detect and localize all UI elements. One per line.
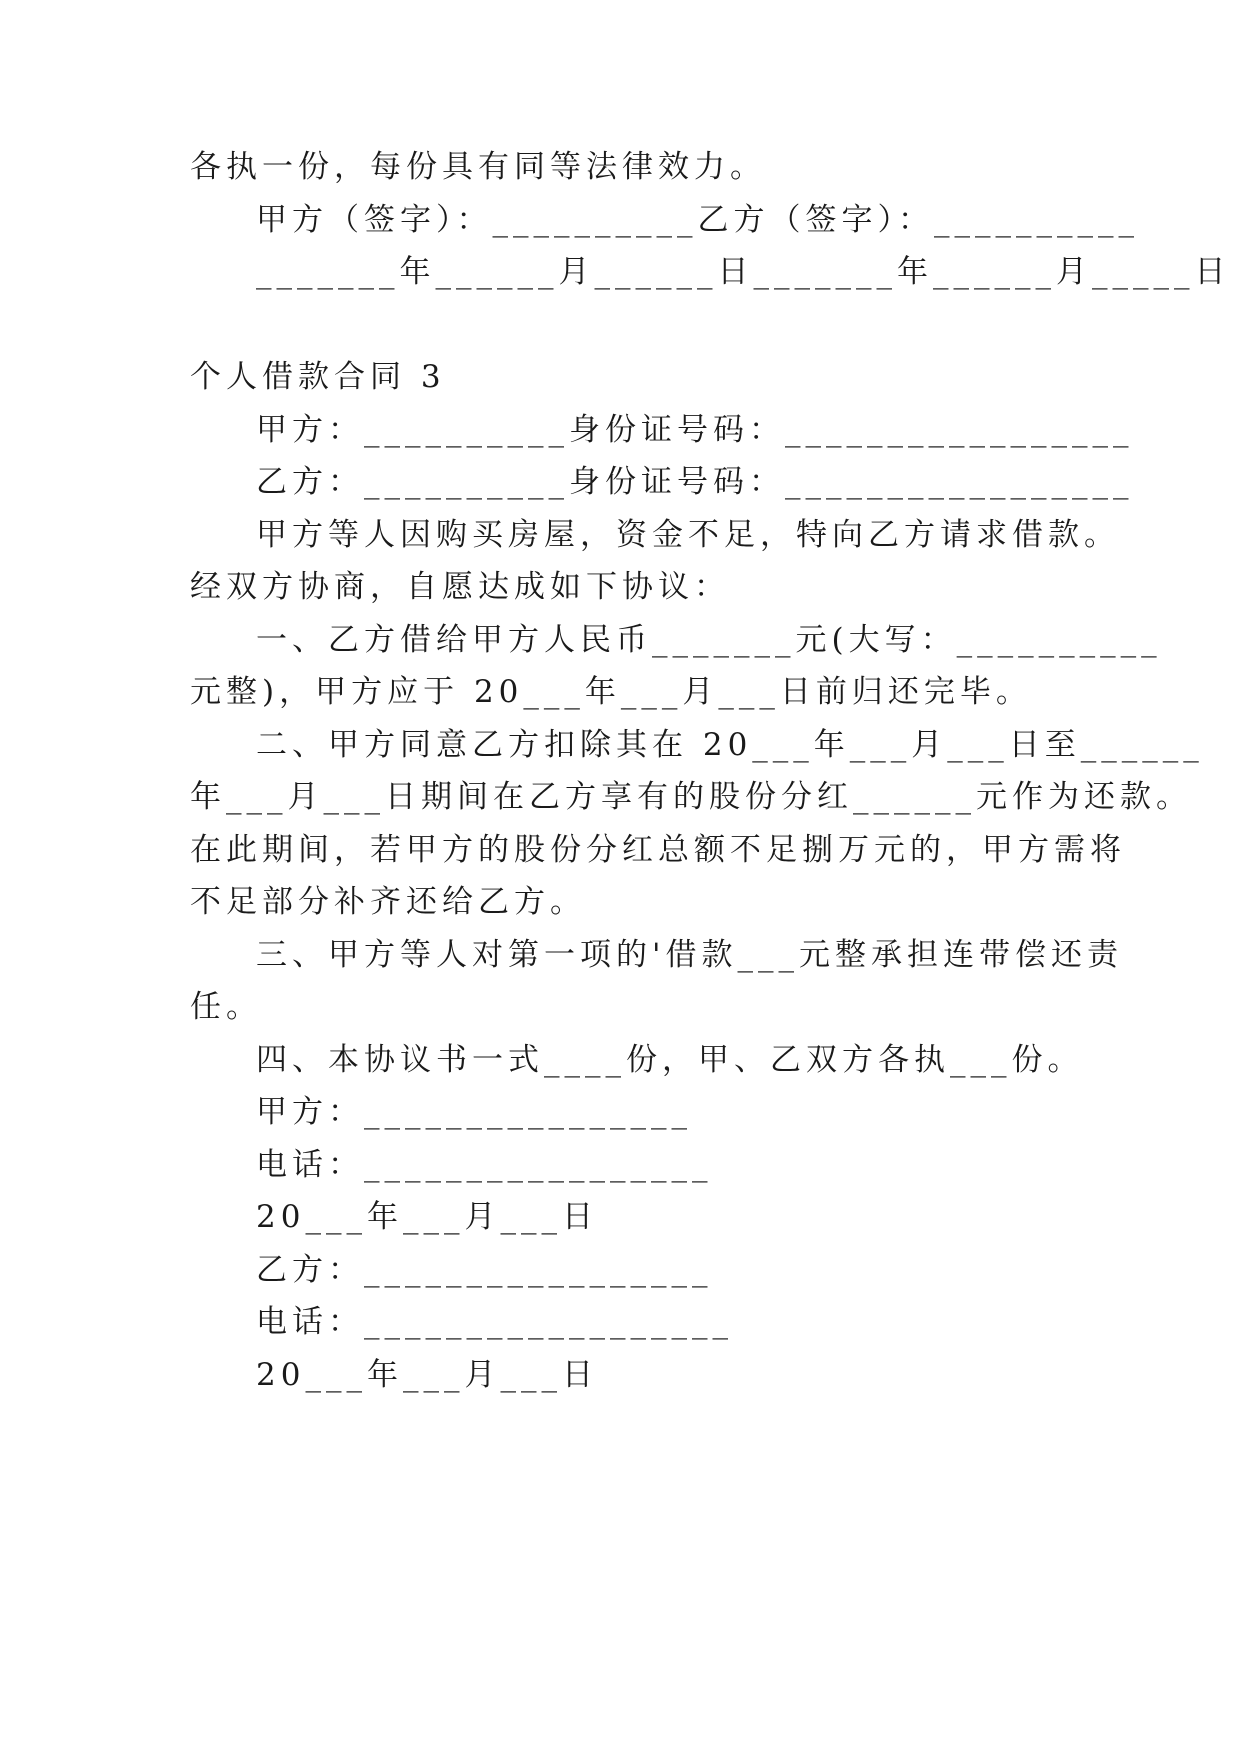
clause-3-line-2: 任。 xyxy=(190,989,262,1025)
preamble-line-2: 经双方协商，自愿达成如下协议： xyxy=(190,569,730,605)
clause-4-line: 四、本协议书一式____份，甲、乙双方各执___份。 xyxy=(256,1042,1084,1078)
party-a-line: 甲方：__________身份证号码：_________________ xyxy=(256,412,1134,448)
clause-2-line-1: 二、甲方同意乙方扣除其在 20___年___月___日至______ xyxy=(256,727,1204,763)
text-line-continuation: 各执一份，每份具有同等法律效力。 xyxy=(190,149,766,185)
clause-3-line-1: 三、甲方等人对第一项的'借款___元整承担连带偿还责 xyxy=(256,937,1124,973)
contract-title: 个人借款合同 3 xyxy=(190,359,446,395)
party-b-signature: 乙方：_________________ xyxy=(256,1252,713,1288)
party-b-phone: 电话：__________________ xyxy=(256,1304,733,1340)
clause-1-line-1: 一、乙方借给甲方人民币_______元(大写：__________ xyxy=(256,622,1162,658)
signature-line: 甲方（签字）：__________乙方（签字）：__________ xyxy=(256,202,1139,238)
party-a-date: 20___年___月___日 xyxy=(256,1199,598,1235)
preamble-line-1: 甲方等人因购买房屋，资金不足，特向乙方请求借款。 xyxy=(256,517,1120,553)
party-a-signature: 甲方：________________ xyxy=(256,1094,692,1130)
party-b-date: 20___年___月___日 xyxy=(256,1357,598,1393)
clause-2-line-3: 在此期间，若甲方的股份分红总额不足捌万元的，甲方需将 xyxy=(190,832,1126,868)
clause-2-line-4: 不足部分补齐还给乙方。 xyxy=(190,884,586,920)
date-line: _______年______月______日_______年______月_____日 xyxy=(256,254,1231,290)
party-a-phone: 电话：_________________ xyxy=(256,1147,713,1183)
clause-1-line-2: 元整)，甲方应于 20___年___月___日前归还完毕。 xyxy=(190,674,1032,710)
party-b-line: 乙方：__________身份证号码：_________________ xyxy=(256,464,1134,500)
clause-2-line-2: 年___月___日期间在乙方享有的股份分红______元作为还款。 xyxy=(190,779,1192,815)
